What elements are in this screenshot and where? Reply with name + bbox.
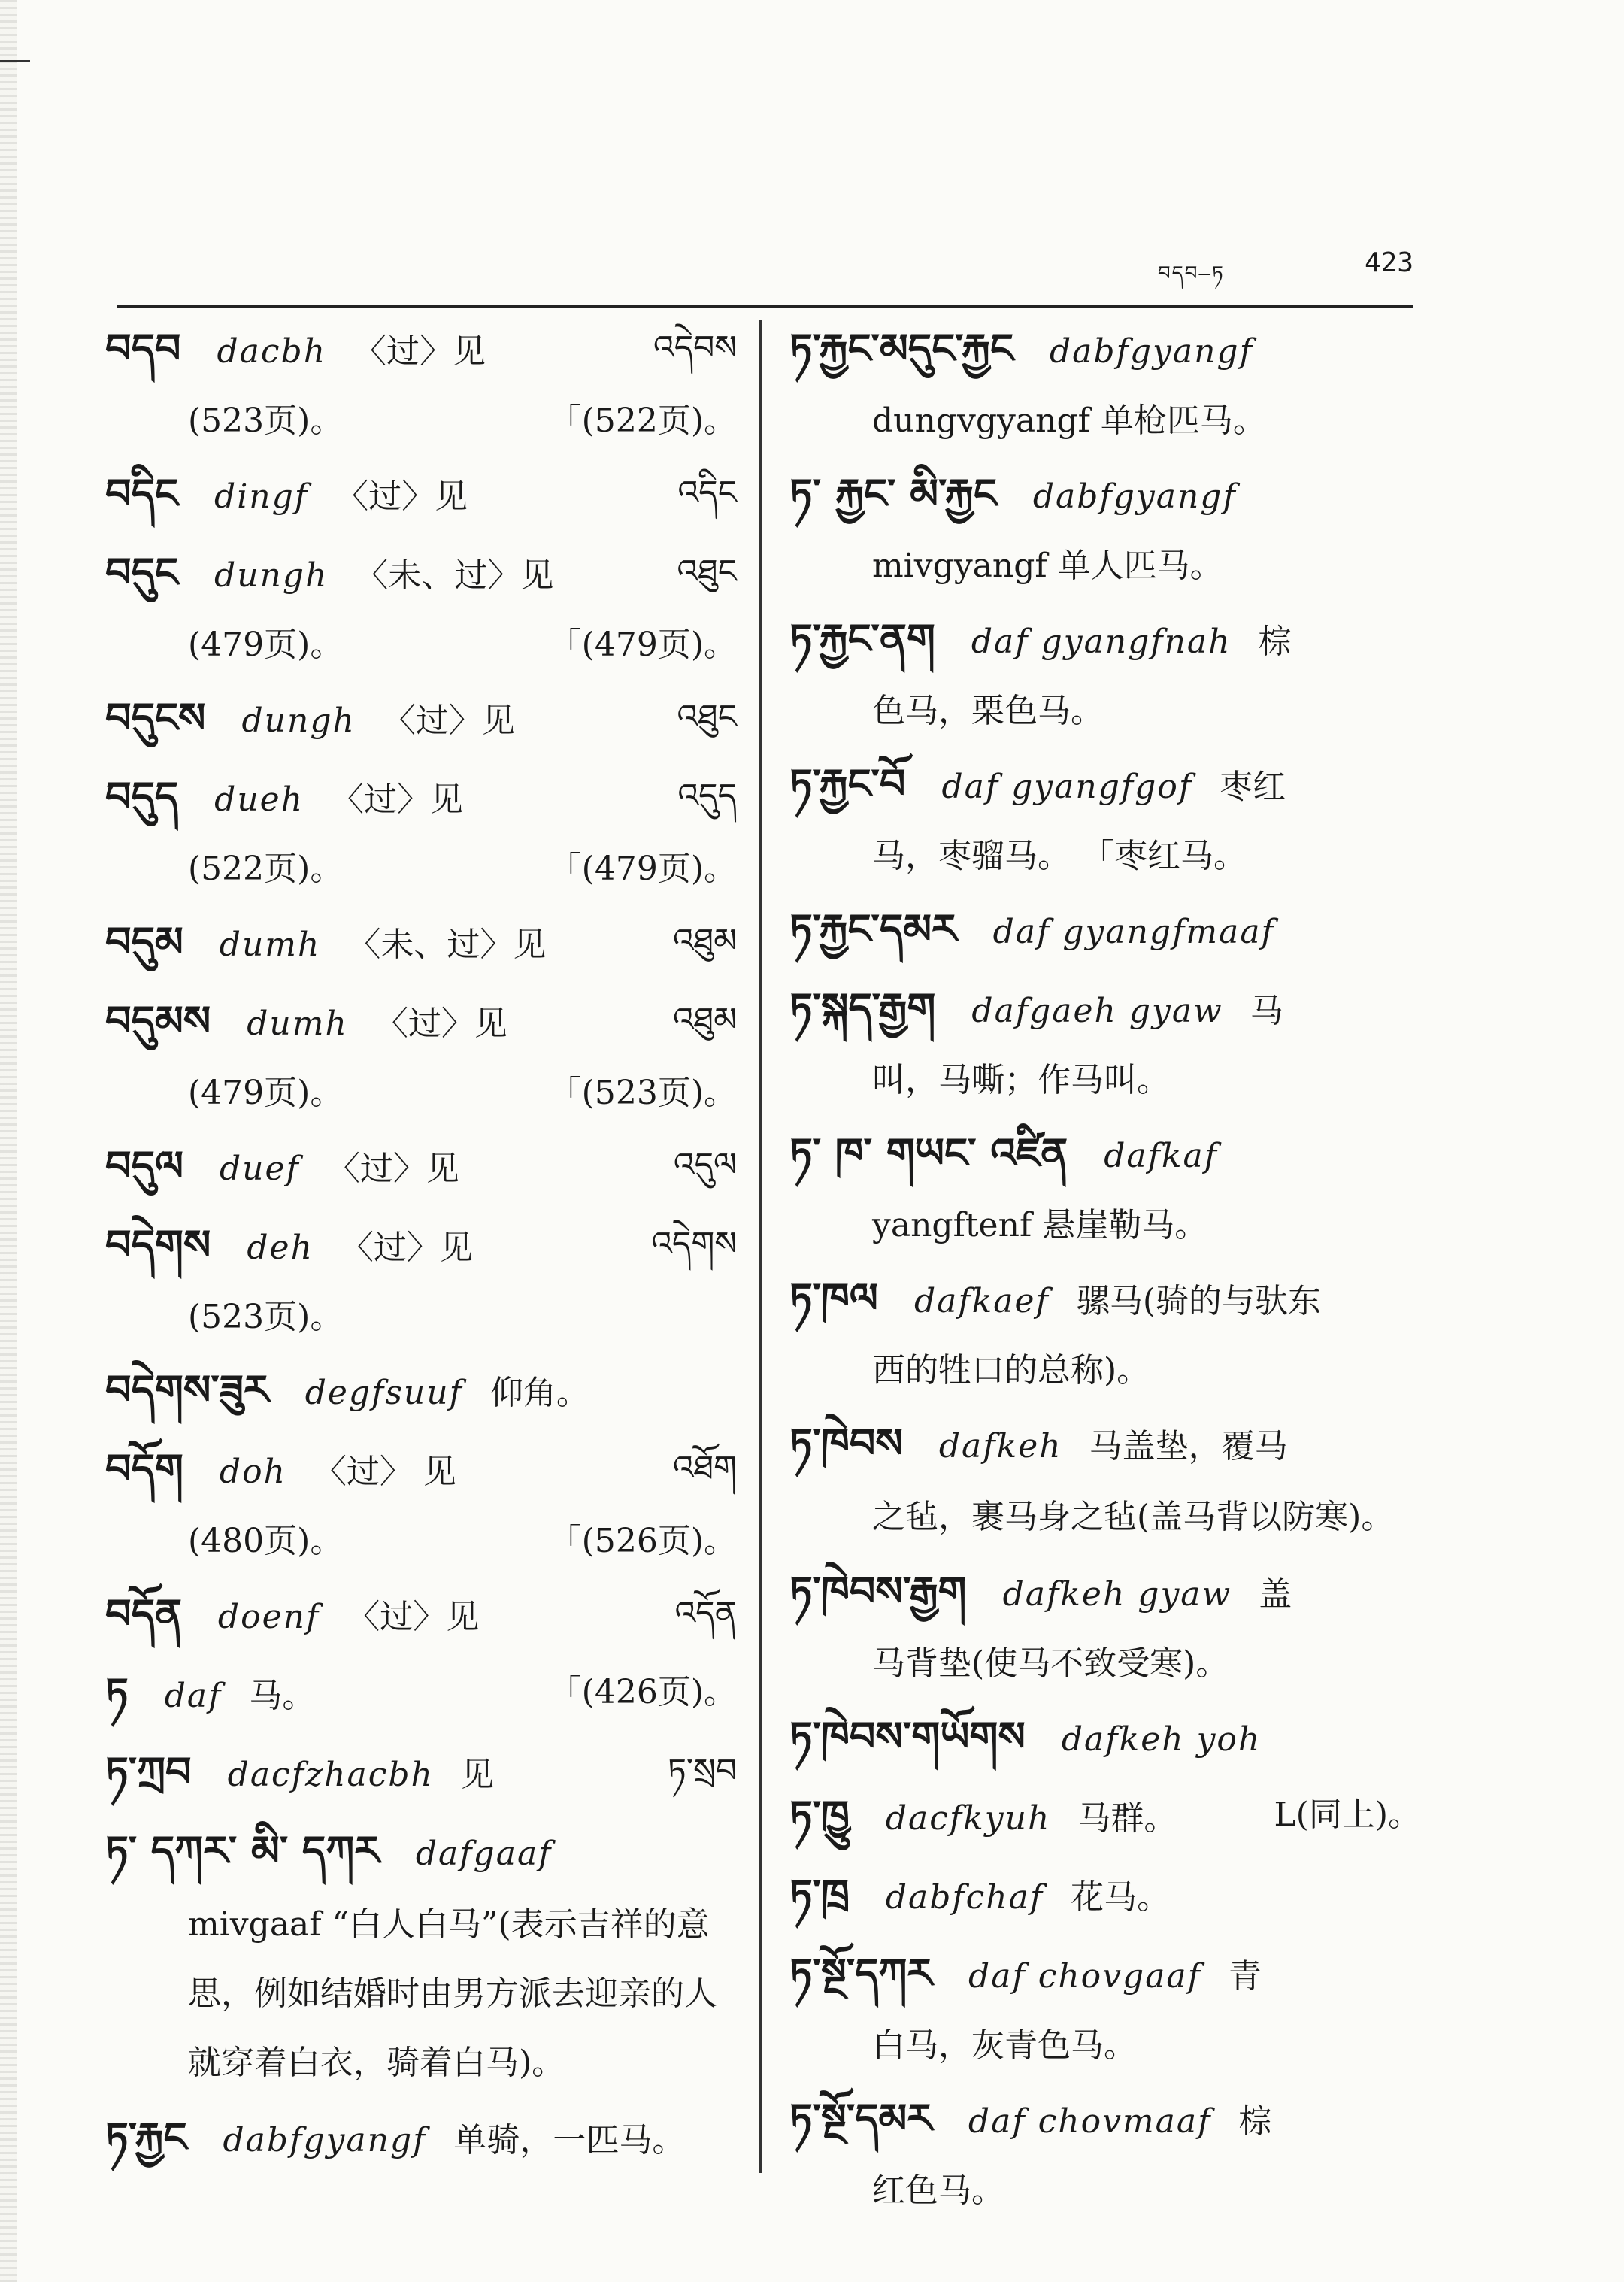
column-divider xyxy=(759,320,762,2173)
headword: ཏ་རྐྱང xyxy=(105,2113,187,2161)
continuation xyxy=(105,1060,737,1126)
definition: 〈过〉见 xyxy=(347,1598,480,1636)
romanization: dungh xyxy=(214,556,329,595)
definition: 棕 xyxy=(1238,2102,1272,2141)
definition: 骡马(骑的与驮东 xyxy=(1076,1282,1322,1320)
page-ref: 「(526页)。 xyxy=(548,1522,737,1560)
definition: 〈过〉见 xyxy=(331,780,464,819)
dictionary-entry xyxy=(105,681,737,757)
continuation: 马，枣骝马。 「枣红马。 xyxy=(872,837,1247,875)
romanization: daf chovmaaf xyxy=(968,2102,1212,2141)
cross-reference: འཐུང xyxy=(677,698,737,736)
definition: 马 xyxy=(1250,992,1283,1030)
headword: ཏ་ཀྲབ xyxy=(105,1747,192,1796)
dictionary-entry xyxy=(105,1735,737,1811)
headword: ཏ་རྐྱང་བོ xyxy=(789,759,906,808)
page-ref: (523页)。 xyxy=(188,402,344,440)
headword: ཏ་ཁྲ xyxy=(789,1870,850,1918)
continuation xyxy=(105,1508,737,1574)
cross-reference: འཐོག xyxy=(672,1449,737,1487)
headword: ཏ་ རྐྱང་ མི་རྐྱང xyxy=(789,469,997,517)
headword: བདུང xyxy=(105,548,179,596)
definition: 〈过〉见 xyxy=(340,1229,473,1267)
page-ref: (522页)。 xyxy=(188,850,344,888)
headword: ཏ་སྐད་རྒྱག xyxy=(789,983,936,1032)
continuation: dungvgyangf 单枪匹马。 xyxy=(872,402,1266,440)
definition: 仰角。 xyxy=(489,1374,589,1412)
dictionary-entry xyxy=(105,760,737,902)
definition: 〈过〉见 xyxy=(335,477,468,516)
page-ref: 「(479页)。 xyxy=(548,626,737,664)
romanization: dafkeh xyxy=(938,1427,1062,1465)
headword: བདོན xyxy=(105,1590,182,1638)
romanization: dabfgyangf xyxy=(1049,332,1253,371)
continuation: 叫，马嘶；作马叫。 xyxy=(872,1061,1170,1099)
cross-reference: འཐུམ xyxy=(672,1001,737,1039)
dictionary-entry xyxy=(789,1858,1421,1934)
romanization: dabfgyangf xyxy=(1032,477,1237,516)
dictionary-entry xyxy=(789,892,1421,968)
dictionary-entry xyxy=(105,457,737,533)
dictionary-entry xyxy=(105,1577,737,1653)
dictionary-entry xyxy=(789,1937,1421,2079)
cross-reference: འཐུང xyxy=(677,553,737,591)
definition: 〈过〉见 xyxy=(353,332,486,371)
dictionary-entry xyxy=(105,536,737,678)
cross-reference: 「(426页)。 xyxy=(548,1673,737,1711)
headword: ཏ་ ཁ་ གཡང་ འཛིན xyxy=(789,1129,1068,1177)
cross-reference: ཏ་སྲབ xyxy=(667,1752,737,1790)
dictionary-entry xyxy=(789,312,1421,454)
headword: བདེགས xyxy=(105,1220,211,1268)
dictionary-entry xyxy=(789,1700,1421,1776)
headword: ཏ་ཁེབས xyxy=(789,1419,903,1467)
page-ref: 「(479页)。 xyxy=(548,850,737,888)
cross-reference: འདེབས xyxy=(653,329,737,367)
romanization: dabfchaf xyxy=(885,1878,1044,1917)
page-ref: (480页)。 xyxy=(188,1522,344,1560)
romanization: daf gyangfgof xyxy=(941,768,1193,806)
romanization: dumh xyxy=(247,1005,348,1043)
continuation: 马背垫(使马不致受寒)。 xyxy=(872,1644,1229,1683)
page-ref: 「(522页)。 xyxy=(548,402,737,440)
continuation: mivgyangf 单人匹马。 xyxy=(872,547,1223,585)
headword: ཏ་ཁལ xyxy=(789,1274,878,1322)
dictionary-entry xyxy=(789,1779,1421,1855)
definition: 单骑，一匹马。 xyxy=(453,2121,686,2159)
page-ref: (523页)。 xyxy=(188,1298,344,1336)
guide-word: བདབ–ཏ xyxy=(1158,262,1225,285)
headword: བདེགས་ཟུར xyxy=(105,1365,269,1414)
headword: བདུད xyxy=(105,772,179,820)
definition: 马。 xyxy=(249,1677,316,1715)
romanization: daf xyxy=(164,1677,223,1715)
page-ref: (479页)。 xyxy=(188,626,344,664)
page-number: 423 xyxy=(1364,247,1413,278)
continuation: 白马，灰青色马。 xyxy=(872,2026,1137,2065)
headword: ཏ་རྐྱང་མདུང་རྐྱང xyxy=(789,324,1013,372)
definition: 〈未、过〉见 xyxy=(355,556,554,595)
continuation: 色马，栗色马。 xyxy=(872,692,1104,730)
dictionary-entry xyxy=(105,2101,737,2177)
romanization: daf chovgaaf xyxy=(968,1957,1201,1996)
right-column xyxy=(789,312,1421,2227)
definition: 马群。 xyxy=(1077,1799,1177,1838)
headword: ཏ་སྔོ་དམར xyxy=(789,2094,932,2142)
headword: ཏ་ དཀར་ མི་ དཀར xyxy=(105,1826,380,1874)
dictionary-entry xyxy=(105,1208,737,1350)
page-ref: (479页)。 xyxy=(188,1074,344,1112)
romanization: doenf xyxy=(217,1598,320,1636)
definition: 〈过〉见 xyxy=(382,702,515,740)
definition: 马盖垫，覆马 xyxy=(1089,1427,1288,1465)
romanization: degfsuuf xyxy=(304,1374,463,1412)
romanization: daf gyangfnah xyxy=(971,623,1232,661)
romanization: dafgaeh gyaw xyxy=(971,992,1223,1030)
romanization: duef xyxy=(220,1150,300,1188)
romanization: deh xyxy=(247,1229,314,1267)
continuation: 红色马。 xyxy=(872,2171,1004,2210)
continuation: 之毡，裹马身之毡(盖马背以防寒)。 xyxy=(872,1498,1395,1536)
romanization: doh xyxy=(219,1453,286,1491)
continuation xyxy=(105,388,737,454)
continuation: yangftenf 悬崖勒马。 xyxy=(872,1206,1208,1244)
continuation xyxy=(105,612,737,678)
dictionary-entry xyxy=(105,312,737,454)
romanization: dungh xyxy=(241,702,356,740)
dictionary-entry xyxy=(789,1117,1421,1259)
romanization: dacfkyuh xyxy=(885,1799,1051,1838)
page-header xyxy=(1158,244,1413,289)
headword: ཏ་རྐྱང་ནག xyxy=(789,614,935,662)
definition: 棕 xyxy=(1258,623,1292,661)
edge-mark xyxy=(0,60,30,62)
romanization: dueh xyxy=(214,780,304,819)
definition: 〈过〉见 xyxy=(326,1150,459,1188)
dictionary-entry xyxy=(105,1814,737,2098)
headword: བདུམས xyxy=(105,996,211,1044)
left-column xyxy=(105,312,737,2180)
headword: ཏ་ཁེབས་རྒྱག xyxy=(789,1567,967,1615)
continuation: mivgaaf “白人白马”(表示吉祥的意思，例如结婚时由男方派去迎亲的人就穿着白衣，骑着白马)。 xyxy=(188,1905,717,2082)
cross-reference: འདུལ xyxy=(673,1146,737,1184)
cross-reference: འདིང xyxy=(677,474,737,512)
definition: 花马。 xyxy=(1071,1878,1171,1917)
scan-edge xyxy=(0,0,17,2282)
continuation xyxy=(105,836,737,902)
continuation: 西的牲口的总称)。 xyxy=(872,1351,1150,1390)
romanization: dafkaef xyxy=(914,1282,1050,1320)
dictionary-entry xyxy=(789,747,1421,889)
cross-reference: L(同上)。 xyxy=(1274,1796,1421,1834)
romanization: dafkeh yoh xyxy=(1061,1720,1262,1759)
cross-reference: འདེགས xyxy=(651,1225,737,1263)
dictionary-entry xyxy=(789,1262,1421,1404)
headword: ཏ་ཁེབས་གཡོགས xyxy=(789,1712,1026,1760)
dictionary-entry xyxy=(105,1129,737,1205)
definition: 盖 xyxy=(1259,1575,1292,1614)
headword: ཏ་རྐྱང་དམར xyxy=(789,905,957,953)
headword: བདུལ xyxy=(105,1141,184,1189)
headword: ཏ་ཁྱུ xyxy=(789,1791,850,1839)
romanization: dafkeh gyaw xyxy=(1002,1575,1232,1614)
continuation xyxy=(105,1284,737,1350)
headword: བདུངས xyxy=(105,693,206,741)
cross-reference: འདོན xyxy=(674,1594,737,1632)
header-rule xyxy=(117,305,1413,308)
headword: བདིང xyxy=(105,469,179,517)
dictionary-entry xyxy=(789,2082,1421,2224)
romanization: dacbh xyxy=(217,332,327,371)
definition: 青 xyxy=(1228,1957,1262,1996)
romanization: dumh xyxy=(219,926,321,964)
dictionary-entry xyxy=(105,1432,737,1574)
headword: བདུམ xyxy=(105,917,183,965)
definition: 〈未、过〉见 xyxy=(347,926,547,964)
dictionary-entry xyxy=(789,1555,1421,1697)
dictionary-entry xyxy=(789,602,1421,744)
romanization: dabfgyangf xyxy=(223,2121,427,2159)
headword: ཏ xyxy=(105,1668,129,1717)
headword: ཏ་སྔོ་དཀར xyxy=(789,1949,933,1997)
page-ref: 「(523页)。 xyxy=(548,1074,737,1112)
romanization: daf gyangfmaaf xyxy=(992,913,1275,951)
definition: 〈过〉 见 xyxy=(313,1453,456,1491)
headword: བདོག xyxy=(105,1444,183,1493)
dictionary-entry xyxy=(105,905,737,981)
dictionary-entry xyxy=(789,971,1421,1114)
romanization: dacfzhacbh xyxy=(227,1756,434,1794)
dictionary-entry xyxy=(105,1656,737,1732)
romanization: dafgaaf xyxy=(415,1835,553,1873)
definition: 见 xyxy=(460,1756,494,1794)
cross-reference: འཐུམ xyxy=(672,922,737,960)
definition: 枣红 xyxy=(1220,768,1286,806)
dictionary-entry xyxy=(789,1407,1421,1552)
romanization: dafkaf xyxy=(1104,1137,1219,1175)
dictionary-entry xyxy=(789,457,1421,599)
dictionary-entry xyxy=(105,1353,737,1429)
dictionary-entry xyxy=(105,984,737,1126)
cross-reference: འདུད xyxy=(677,777,737,815)
definition: 〈过〉见 xyxy=(374,1005,508,1043)
headword: བདབ xyxy=(105,324,181,372)
romanization: dingf xyxy=(214,477,309,516)
